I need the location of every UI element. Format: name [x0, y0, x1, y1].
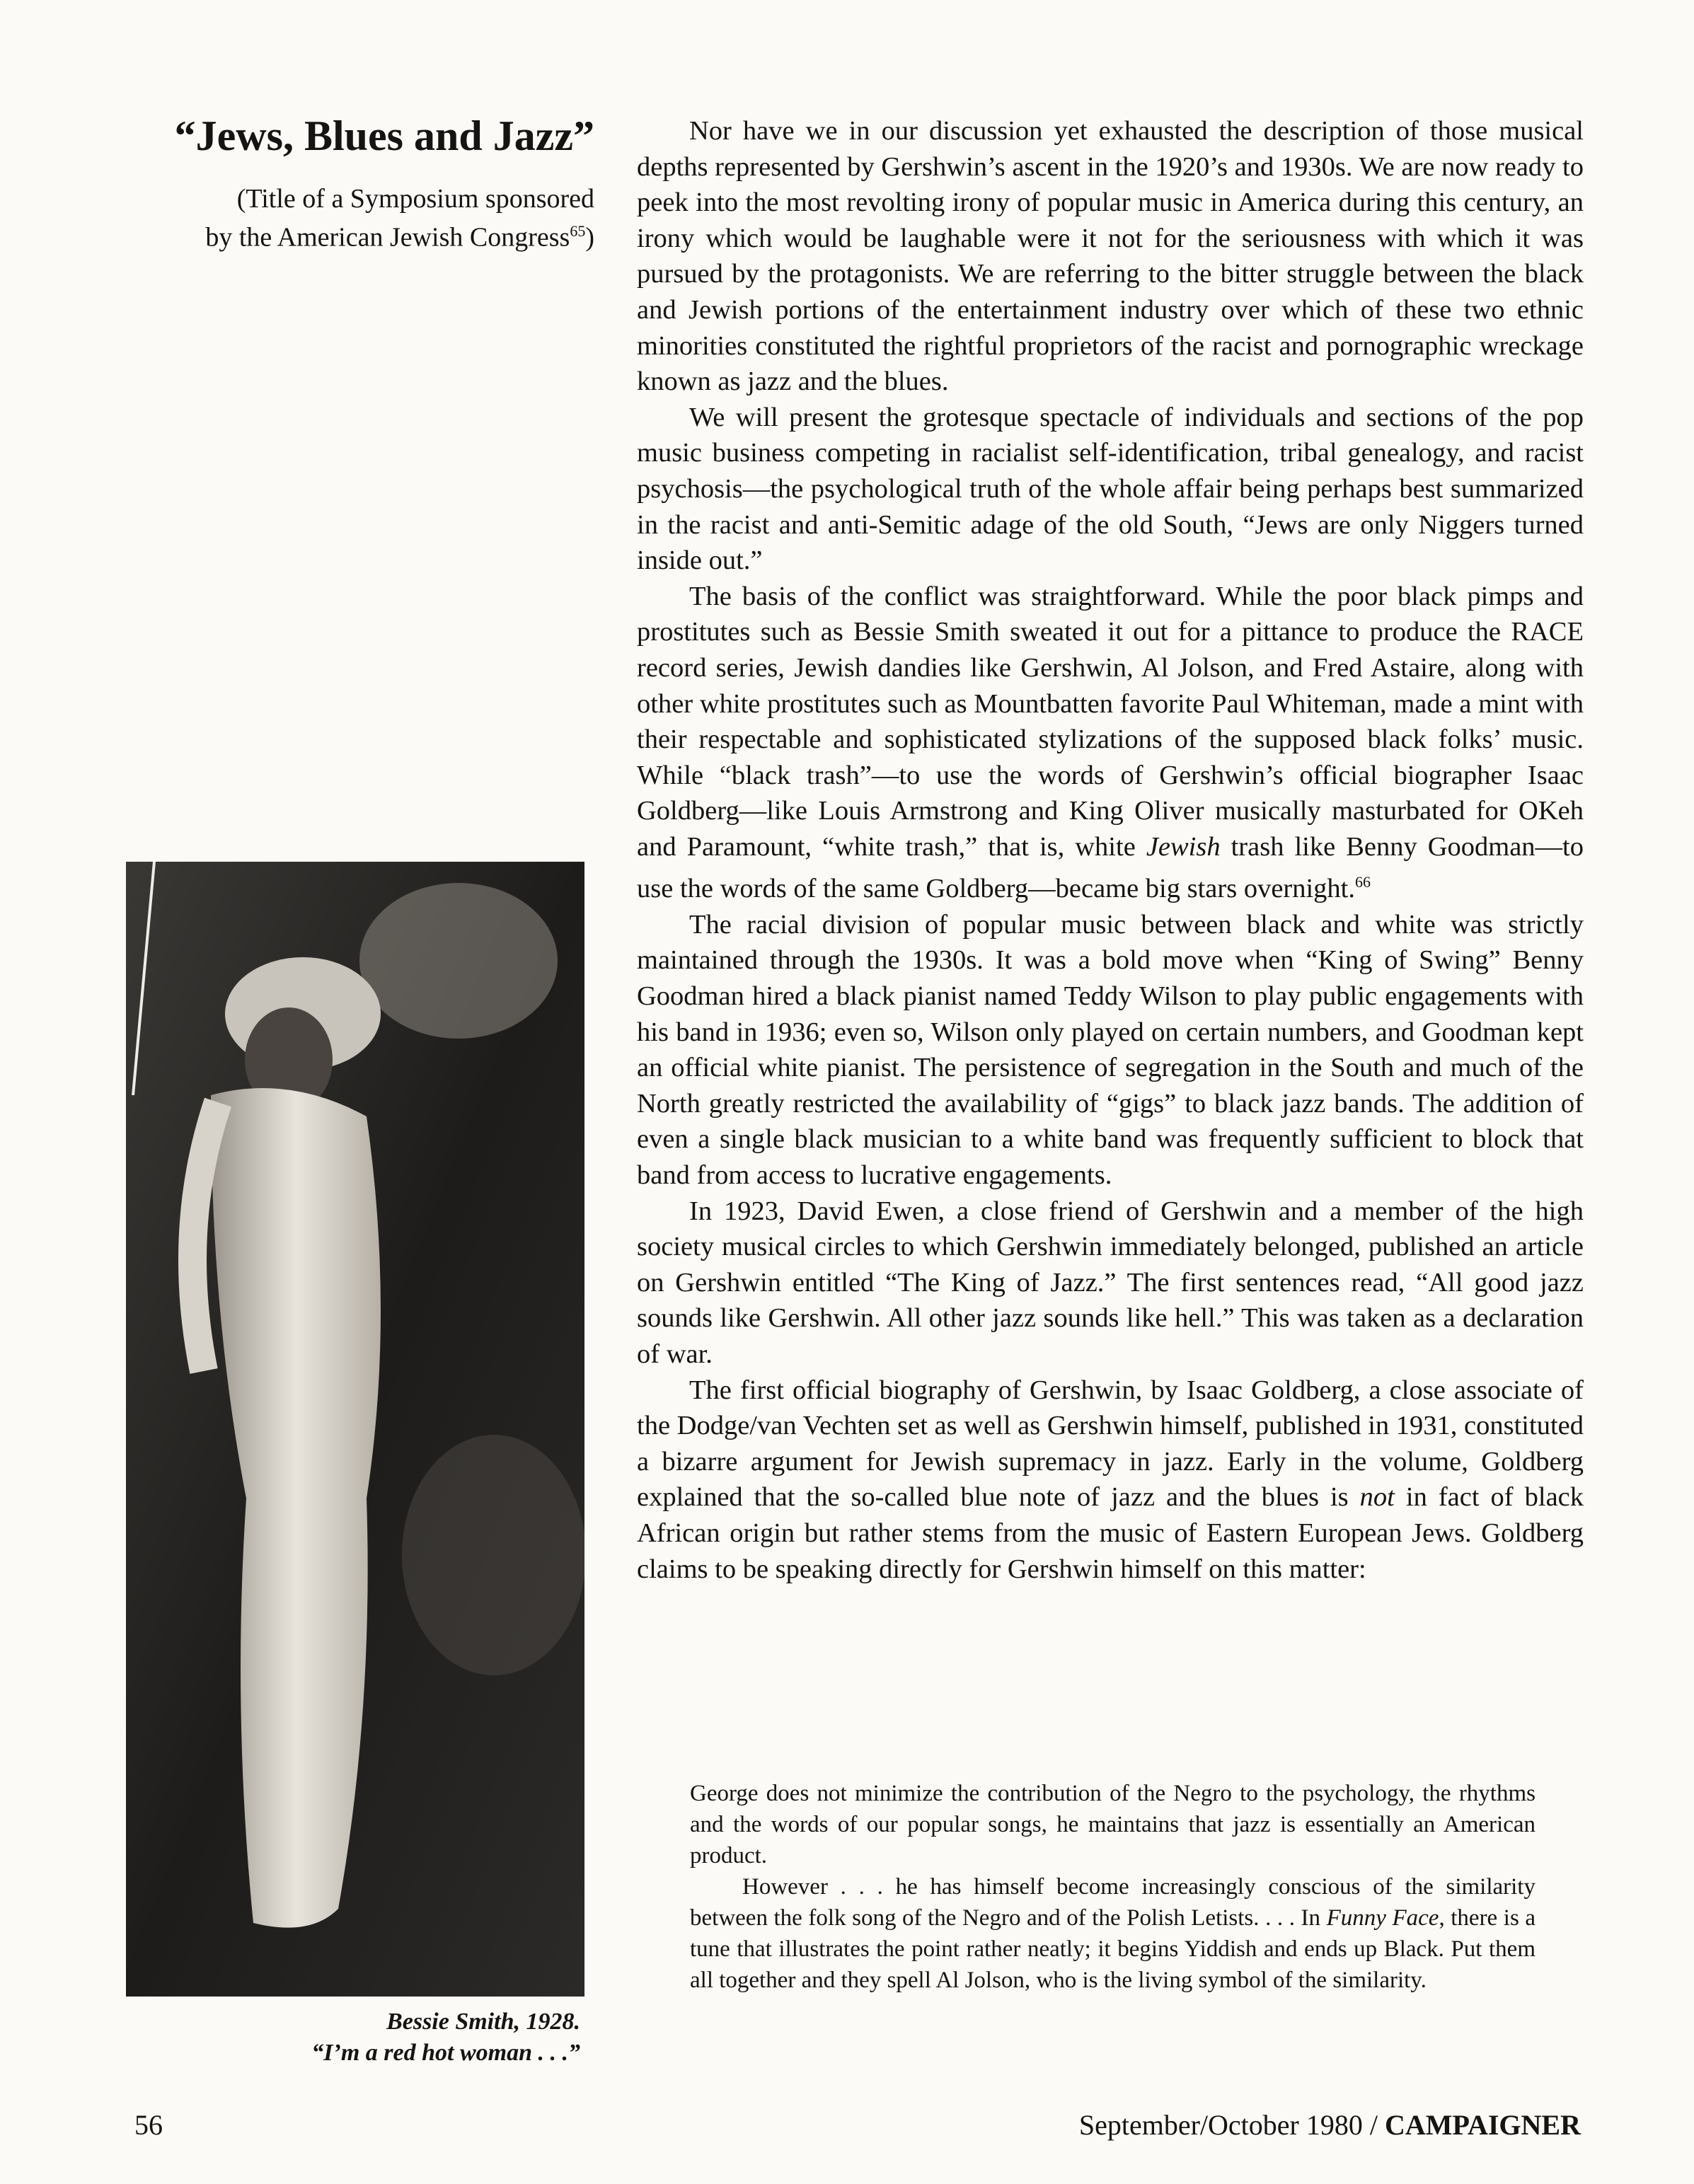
- paragraph-2: We will present the grotesque spectacle of individuals and sections of the pop music business competing in racialist self-identification, tribal genealogy, and racist psychosis—the psychological truth of the whole affair being perhaps best summarized in the racist and anti-Semitic adage of the old South, “Jews are only Niggers turned inside out.”: [637, 402, 1584, 576]
- paragraph-3: [637, 579, 1584, 907]
- subtitle-line-2: by the American Jewish Congress: [205, 222, 570, 253]
- footnote-ref-65: 65: [570, 222, 586, 240]
- paragraph-3-emphasis: Jewish: [1146, 831, 1221, 862]
- issue-date: September/October 1980 /: [1078, 2109, 1385, 2141]
- quote-paragraph-1: George does not minimize the contribution of the Negro to the psychology, the rhythms and the words of our popular songs, he maintains that jazz is essentially an American product.: [690, 1781, 1535, 1868]
- caption-line-1: Bessie Smith, 1928.: [386, 2009, 580, 2035]
- paragraph-6: [637, 1373, 1584, 1588]
- block-quote: [690, 1778, 1535, 1996]
- page-number: 56: [134, 2109, 163, 2141]
- quote-paragraph-2: [690, 1871, 1535, 1996]
- paragraph-5: In 1923, David Ewen, a close friend of Gershwin and a member of the high society musical circles to which Gershwin immediately belonged, published an article on Gershwin entitled “The King of Jazz.” The first sentences read, “All good jazz sounds like Gershwin. All other jazz sounds like hell.” This was taken as a declaration of war.: [637, 1196, 1584, 1370]
- photo-illustration: [126, 862, 584, 1997]
- sidebar-title: “Jews, Blues and Jazz”: [174, 112, 594, 159]
- subtitle-line-1: (Title of a Symposium sponsored: [236, 184, 594, 214]
- sidebar-subtitle: [113, 183, 594, 254]
- paragraph-6-part-b: in fact of black African origin but rather stems from the music of Eastern European Jews. Goldberg claims to be speaking directly for Gershwin himself on this matter:: [637, 1482, 1584, 1584]
- subtitle-close: ): [585, 222, 594, 253]
- paragraph-3-part-a: The basis of the conflict was straightforward. While the poor black pimps and prostitutes such as Bessie Smith sweated it out for a pittance to produce the RACE record series, Jewish dandies like Gershwin, Al Jolson, and Fred Astaire, along with other white prostitutes such as Mountbatten favorite Paul Whiteman, made a mint with their respectable and sophisticated stylizations of the supposed black folks’ music. While “black trash”—to use the words of Gershwin’s official biographer Isaac Goldberg—like Louis Armstrong and King Oliver musically masturbated for OKeh and Paramount, “white trash,” that is, white: [637, 581, 1584, 862]
- quote-paragraph-2-part-a: However . . . he has himself become increasingly conscious of the similarity between the folk song of the Negro and of the Polish Letists. . . . In: [690, 1874, 1535, 1931]
- quote-paragraph-2-part-b: , there is a tune that illustrates the point rather neatly; it begins Yiddish and ends up Black. Put them all together and they spell Al Jolson, who is the living symbol of the similarity.: [690, 1905, 1536, 1993]
- stage-shadow: [402, 1435, 584, 1675]
- quote-title-funny-face: Funny Face: [1326, 1905, 1439, 1931]
- publication-name: CAMPAIGNER: [1384, 2109, 1581, 2141]
- footer-issue: [1079, 2108, 1581, 2142]
- paragraph-3-part-b: trash like Benny Goodman—to use the words of the same Goldberg—became big stars overnight.: [637, 831, 1584, 904]
- footnote-ref-66: 66: [1355, 873, 1371, 891]
- paragraph-1: Nor have we in our discussion yet exhausted the description of those musical depths represented by Gershwin’s ascent in the 1920’s and 1930s. We are now ready to peek into the most revolting irony of popular music in America during this century, an irony which would be laughable were it not for the seriousness with which it was pursued by the protagonists. We are referring to the bitter struggle between the black and Jewish portions of the entertainment industry over which of these two ethnic minorities constituted the rightful proprietors of the racist and pornographic wreckage known as jazz and the blues.: [637, 116, 1584, 397]
- photo-caption: [113, 2006, 580, 2069]
- feather-plume: [359, 883, 558, 1039]
- paragraph-6-part-a: The first official biography of Gershwin, by Isaac Goldberg, a close associate of the Dodge/van Vechten set as well as Gershwin himself, published in 1931, constituted a bizarre argument for Jewish supremacy in jazz. Early in the volume, Goldberg explained that the so-called blue note of jazz and the blues is: [637, 1375, 1584, 1513]
- bessie-smith-photo: [126, 862, 584, 1997]
- article-body: [637, 113, 1584, 1587]
- caption-line-2: “I’m a red hot woman . . .”: [311, 2040, 580, 2066]
- paragraph-4: The racial division of popular music between black and white was strictly maintained through the 1930s. It was a bold move when “King of Swing” Benny Goodman hired a black pianist named Teddy Wilson to play public engagements with his band in 1936; even so, Wilson only played on certain numbers, and Goodman kept an official white pianist. The persistence of segregation in the South and much of the North greatly restricted the availability of “gigs” to black jazz bands. The addition of even a single black musician to a white band was frequently sufficient to block that band from access to lucrative engagements.: [637, 909, 1584, 1191]
- paragraph-6-emphasis: not: [1359, 1482, 1395, 1513]
